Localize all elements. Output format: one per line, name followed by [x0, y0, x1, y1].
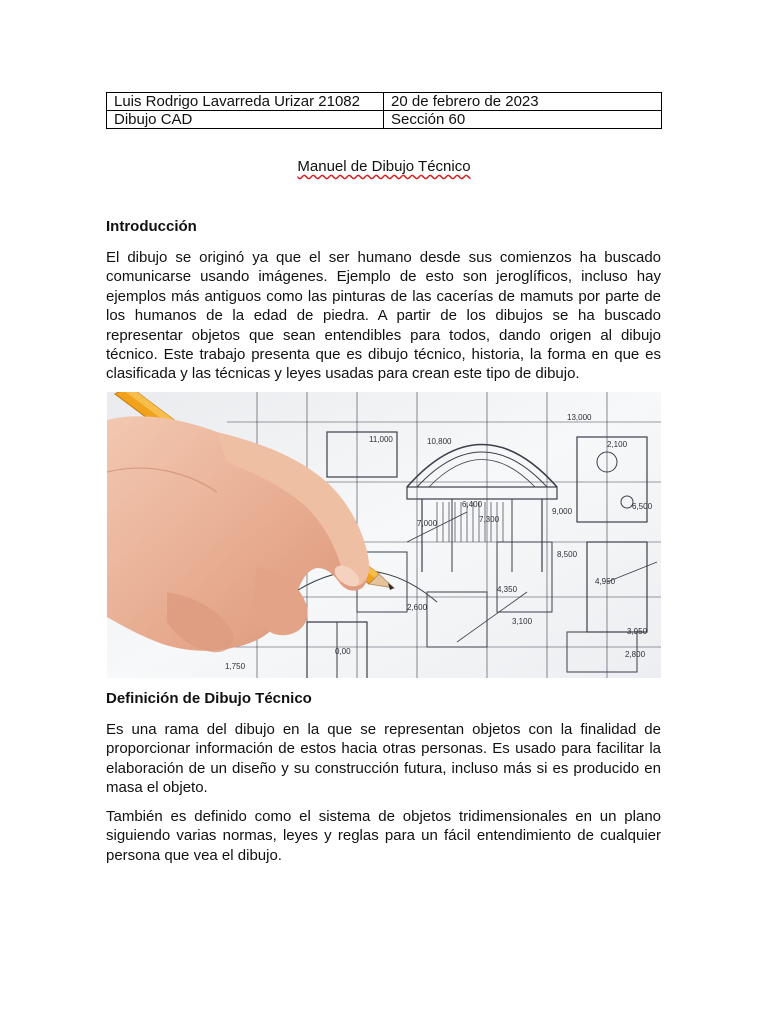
- svg-text:2,800: 2,800: [625, 650, 646, 659]
- svg-text:6,400: 6,400: [462, 500, 483, 509]
- svg-text:3,950: 3,950: [627, 627, 648, 636]
- definition-paragraph-1: Es una rama del dibujo en la que se representan objetos con la finalidad de proporcionar información de estos hacia otras personas. Es usado para facilitar la elaboración de un diseño y su construcción futura, incluso más si es producido en masa el objeto.: [106, 721, 661, 797]
- intro-heading: Introducción: [106, 218, 197, 235]
- svg-text:3,100: 3,100: [512, 617, 533, 626]
- document-title: [0, 158, 768, 175]
- svg-text:7,000: 7,000: [417, 519, 438, 528]
- svg-text:1,750: 1,750: [225, 662, 246, 671]
- definition-paragraph-2: También es definido como el sistema de objetos tridimensionales en un plano siguiendo varias normas, leyes y reglas para un fácil entendimiento de cualquier persona que vea el dibujo.: [106, 808, 661, 864]
- intro-paragraph: El dibujo se originó ya que el ser humano desde sus comienzos ha buscado comunicarse usando imágenes. Ejemplo de esto son jeroglíficos, incluso hay ejemplos más antiguos como las pinturas de las cacerías de mamuts por parte de los humanos de la edad de piedra. A partir de los dibujos se ha buscado representar objetos que sean entendibles para todos, dando origen al dibujo técnico. Este trabajo presenta que es dibujo técnico, historia, la forma en que es clasificada y las técnicas y leyes usadas para crean este tipo de dibujo.: [106, 249, 661, 383]
- svg-text:11,000: 11,000: [369, 435, 393, 444]
- svg-text:2,100: 2,100: [607, 440, 628, 449]
- svg-text:7,300: 7,300: [479, 515, 500, 524]
- svg-text:10,800: 10,800: [427, 437, 452, 446]
- svg-text:4,350: 4,350: [497, 585, 518, 594]
- svg-text:0,00: 0,00: [335, 647, 351, 656]
- svg-text:8,500: 8,500: [557, 550, 578, 559]
- author-cell: Luis Rodrigo Lavarreda Urizar 21082: [107, 93, 384, 111]
- svg-text:13,000: 13,000: [567, 413, 592, 422]
- technical-drawing-illustration: [107, 392, 661, 678]
- svg-text:9,000: 9,000: [552, 507, 573, 516]
- course-cell: Dibujo CAD: [107, 111, 384, 129]
- technical-drawing-photo: [107, 392, 661, 678]
- header-row: [107, 93, 662, 111]
- definition-heading: Definición de Dibujo Técnico: [106, 690, 312, 707]
- document-title-text: Manuel de Dibujo Técnico: [297, 158, 471, 175]
- svg-text:2,600: 2,600: [407, 603, 428, 612]
- section-cell: Sección 60: [384, 111, 662, 129]
- header-row: [107, 111, 662, 129]
- date-cell: 20 de febrero de 2023: [384, 93, 662, 111]
- svg-text:6,500: 6,500: [632, 502, 653, 511]
- header-table: [106, 92, 662, 129]
- svg-text:4,950: 4,950: [595, 577, 616, 586]
